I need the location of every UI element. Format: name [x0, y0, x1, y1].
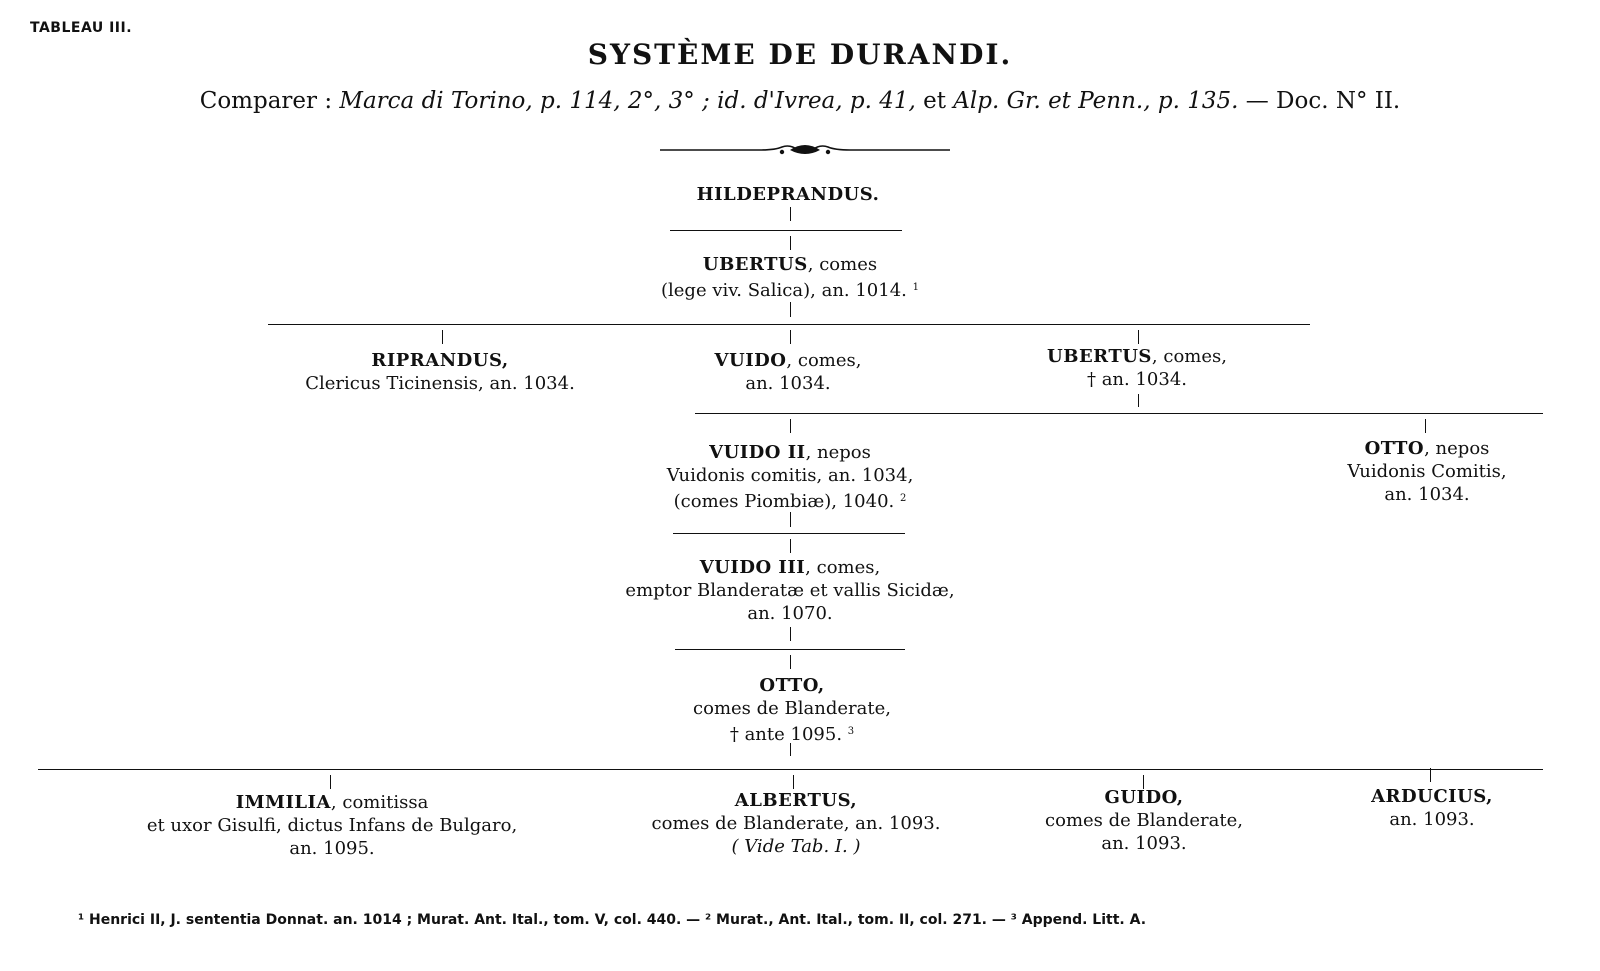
ornament-divider: [660, 142, 950, 158]
node-vuido2: [667, 441, 914, 513]
subtitle-ref-1: Marca di Torino, p. 114, 2°, 3° ; id. d'Ivrea, p. 41,: [339, 88, 916, 114]
node-ubertus: [661, 253, 919, 302]
line-2: et uxor Gisulfi, dictus Infans de Bulgaro,: [146, 815, 518, 836]
drop-arducius: [1430, 768, 1431, 782]
name: ALBERTUS,: [734, 790, 858, 811]
node-guido: [1045, 786, 1243, 855]
bar-hildeprandus: [670, 230, 902, 231]
node-vuido: [715, 349, 862, 395]
footnotes: ¹ Henrici II, J. sententia Donnat. an. 1014 ; Murat. Ant. Ital., tom. V, col. 440. — ² Murat., Ant. Ital., tom. II, col. 271. — ³ Append. Litt. A.: [78, 912, 1147, 928]
drop-albertus: [793, 775, 794, 789]
node-otto: [693, 674, 891, 746]
name: UBERTUS: [702, 254, 808, 275]
title: , comitissa: [330, 792, 429, 813]
node-riprandus: [305, 349, 575, 395]
node-immilia: [147, 791, 517, 860]
title: , comes,: [1151, 346, 1227, 367]
detail: (lege viv. Salica), an. 1014.: [661, 280, 907, 301]
title: , nepos: [805, 442, 871, 463]
node-otto-nepos: [1347, 437, 1506, 506]
stem-hildeprandus: [790, 207, 791, 221]
line-2: comes de Blanderate, an. 1093.: [651, 813, 941, 834]
detail: † ante 1095.: [729, 724, 843, 745]
line-2: Vuidonis Comitis,: [1347, 461, 1507, 482]
line-1: [667, 441, 914, 464]
stem-vuido3: [790, 627, 791, 641]
name: ARDUCIUS,: [1371, 786, 1493, 807]
name: GUIDO,: [1104, 787, 1184, 808]
line-3: an. 1070.: [747, 603, 833, 624]
subtitle-compare: Comparer :: [199, 88, 340, 114]
drop-vuido2: [790, 419, 791, 433]
bar-vuido2: [673, 533, 905, 534]
line-1: [715, 349, 862, 372]
line-2: [661, 276, 919, 302]
node-ubertus2: [1047, 345, 1227, 391]
footnote-ref-1: 1: [912, 282, 919, 293]
subtitle-doc: — Doc. N° II.: [1238, 88, 1401, 114]
node-hildeprandus: [697, 183, 880, 206]
line-3: an. 1095.: [289, 838, 375, 859]
page-title: SYSTÈME DE DURANDI.: [587, 38, 1013, 71]
line-2: emptor Blanderatæ et vallis Sicidæ,: [625, 580, 955, 601]
bar-gen2: [268, 324, 1310, 325]
line-3: an. 1034.: [1384, 484, 1470, 505]
drop-otto: [790, 655, 791, 669]
node-vuido3: [625, 556, 954, 625]
footnote-ref-2: 2: [899, 493, 907, 504]
node-arducius: [1371, 785, 1493, 831]
line-3: an. 1093.: [1101, 833, 1187, 854]
title: , comes,: [805, 557, 881, 578]
name: VUIDO II: [709, 442, 806, 463]
line-2: † an. 1034.: [1086, 369, 1188, 390]
subtitle-ref-2: Alp. Gr. et Penn., p. 135.: [953, 88, 1239, 114]
line-2: comes de Blanderate,: [1045, 810, 1243, 831]
name: HILDEPRANDUS.: [696, 184, 880, 205]
subtitle: [0, 88, 1600, 114]
name: VUIDO: [714, 350, 787, 371]
drop-vuido: [790, 330, 791, 344]
line-1: [1047, 345, 1227, 368]
drop-vuido3: [790, 539, 791, 553]
stem-ubertus2: [1138, 394, 1139, 407]
node-albertus: [652, 789, 941, 858]
footnote-ref-3: 3: [847, 726, 855, 737]
line-1: [625, 556, 954, 579]
line-2: Clericus Ticinensis, an. 1034.: [305, 373, 575, 394]
drop-ubertus: [790, 236, 791, 250]
line-1: [147, 791, 517, 814]
line-2: an. 1093.: [1389, 809, 1475, 830]
line-2: Vuidonis comitis, an. 1034,: [666, 465, 914, 486]
drop-ubertus2: [1138, 330, 1139, 344]
line-3: [693, 720, 891, 746]
line-3: ( Vide Tab. I. ): [731, 836, 861, 857]
name: OTTO,: [759, 675, 825, 696]
bar-vuido3: [675, 649, 905, 650]
line-2: comes de Blanderate,: [693, 698, 891, 719]
title: , nepos: [1424, 438, 1490, 459]
tableau-label: TABLEAU III.: [30, 20, 133, 36]
subtitle-et: et: [915, 88, 954, 114]
bar-gen-final: [38, 769, 1543, 770]
name: IMMILIA: [235, 792, 331, 813]
name: RIPRANDUS,: [371, 350, 509, 371]
line-2: an. 1034.: [745, 373, 831, 394]
drop-otto-nepos: [1425, 419, 1426, 433]
bar-gen3: [695, 413, 1543, 414]
line-3: [667, 487, 914, 513]
title: , comes,: [786, 350, 862, 371]
line-1: [1347, 437, 1506, 460]
title: , comes: [807, 254, 878, 275]
detail: (comes Piombiæ), 1040.: [673, 491, 895, 512]
name: UBERTUS: [1047, 346, 1152, 367]
line-1: [661, 253, 919, 276]
drop-riprandus: [442, 330, 443, 344]
drop-immilia: [330, 775, 331, 789]
name: VUIDO III: [699, 557, 806, 578]
name: OTTO: [1364, 438, 1425, 459]
stem-vuido2: [790, 512, 791, 527]
stem-ubertus: [790, 302, 791, 317]
